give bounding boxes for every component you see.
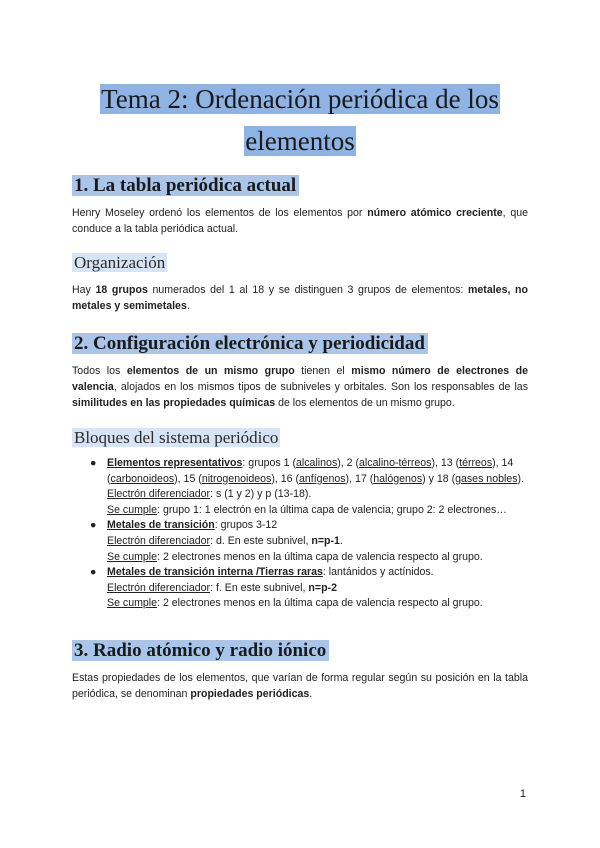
bloques-heading: Bloques del sistema periódico (74, 428, 279, 447)
section-2-heading: 2. Configuración electrónica y periodicidad (72, 331, 428, 357)
list-item: ● Metales de transición: grupos 3-12 Electrón diferenciador: d. En este subnivel, n=p-1. Se cumple: 2 electrones menos en la última capa de valencia respecto al grupo. (90, 519, 483, 563)
bullet-icon: ● (90, 457, 97, 469)
page-number: 1 (519, 788, 526, 800)
organizacion-heading: Organización (74, 253, 166, 272)
title-line-2: elementos (245, 126, 355, 156)
list-item: ● Elementos representativos: grupos 1 (alcalinos), 2 (alcalino-térreos), 13 (térreos), 14 (carbonoideos), 15 (nitrogenoideos), 16 (anfígenos), 17 (halógenos) y 18 (gases nobles). Electrón diferenciador: s (1 y 2) y p (13-18). Se cumple: grupo 1: 1 electrón en la última capa de valencia; grupo 2: 2 electrones… (90, 457, 525, 516)
section-3-heading: 3. Radio atómico y radio iónico (72, 638, 329, 664)
list-item: ● Metales de transición interna /Tierras raras: lantánidos y actínidos. Electrón diferenciador: f. En este subnivel, n=p-2 Se cumple: 2 electrones menos en la última capa de valencia respecto al grupo. (90, 566, 483, 610)
bullet-icon: ● (90, 566, 97, 579)
bullet-icon: ● (90, 519, 97, 532)
document-title (72, 78, 528, 162)
organizacion-paragraph: Hay 18 grupos numerados del 1 al 18 y se distinguen 3 grupos de elementos: metales, no metales y semimetales. (72, 284, 528, 312)
bloques-list (90, 456, 528, 612)
section-3-paragraph: Estas propiedades de los elementos, que varían de forma regular según su posición en la tabla periódica, se denominan propiedades periódicas. (72, 672, 528, 700)
title-line-1: Tema 2: Ordenación periódica de los (101, 84, 499, 114)
section-1-paragraph: Henry Moseley ordenó los elementos de los elementos por número atómico creciente, que conduce a la tabla periódica actual. (72, 207, 529, 235)
section-1-heading: 1. La tabla periódica actual (72, 173, 299, 199)
section-2-paragraph: Todos los elementos de un mismo grupo tienen el mismo número de electrones de valencia, alojados en los mismos tipos de subniveles y orbitales. Son los responsables de las similitudes en las propiedades químicas de los elementos de un mismo grupo. (72, 365, 528, 409)
